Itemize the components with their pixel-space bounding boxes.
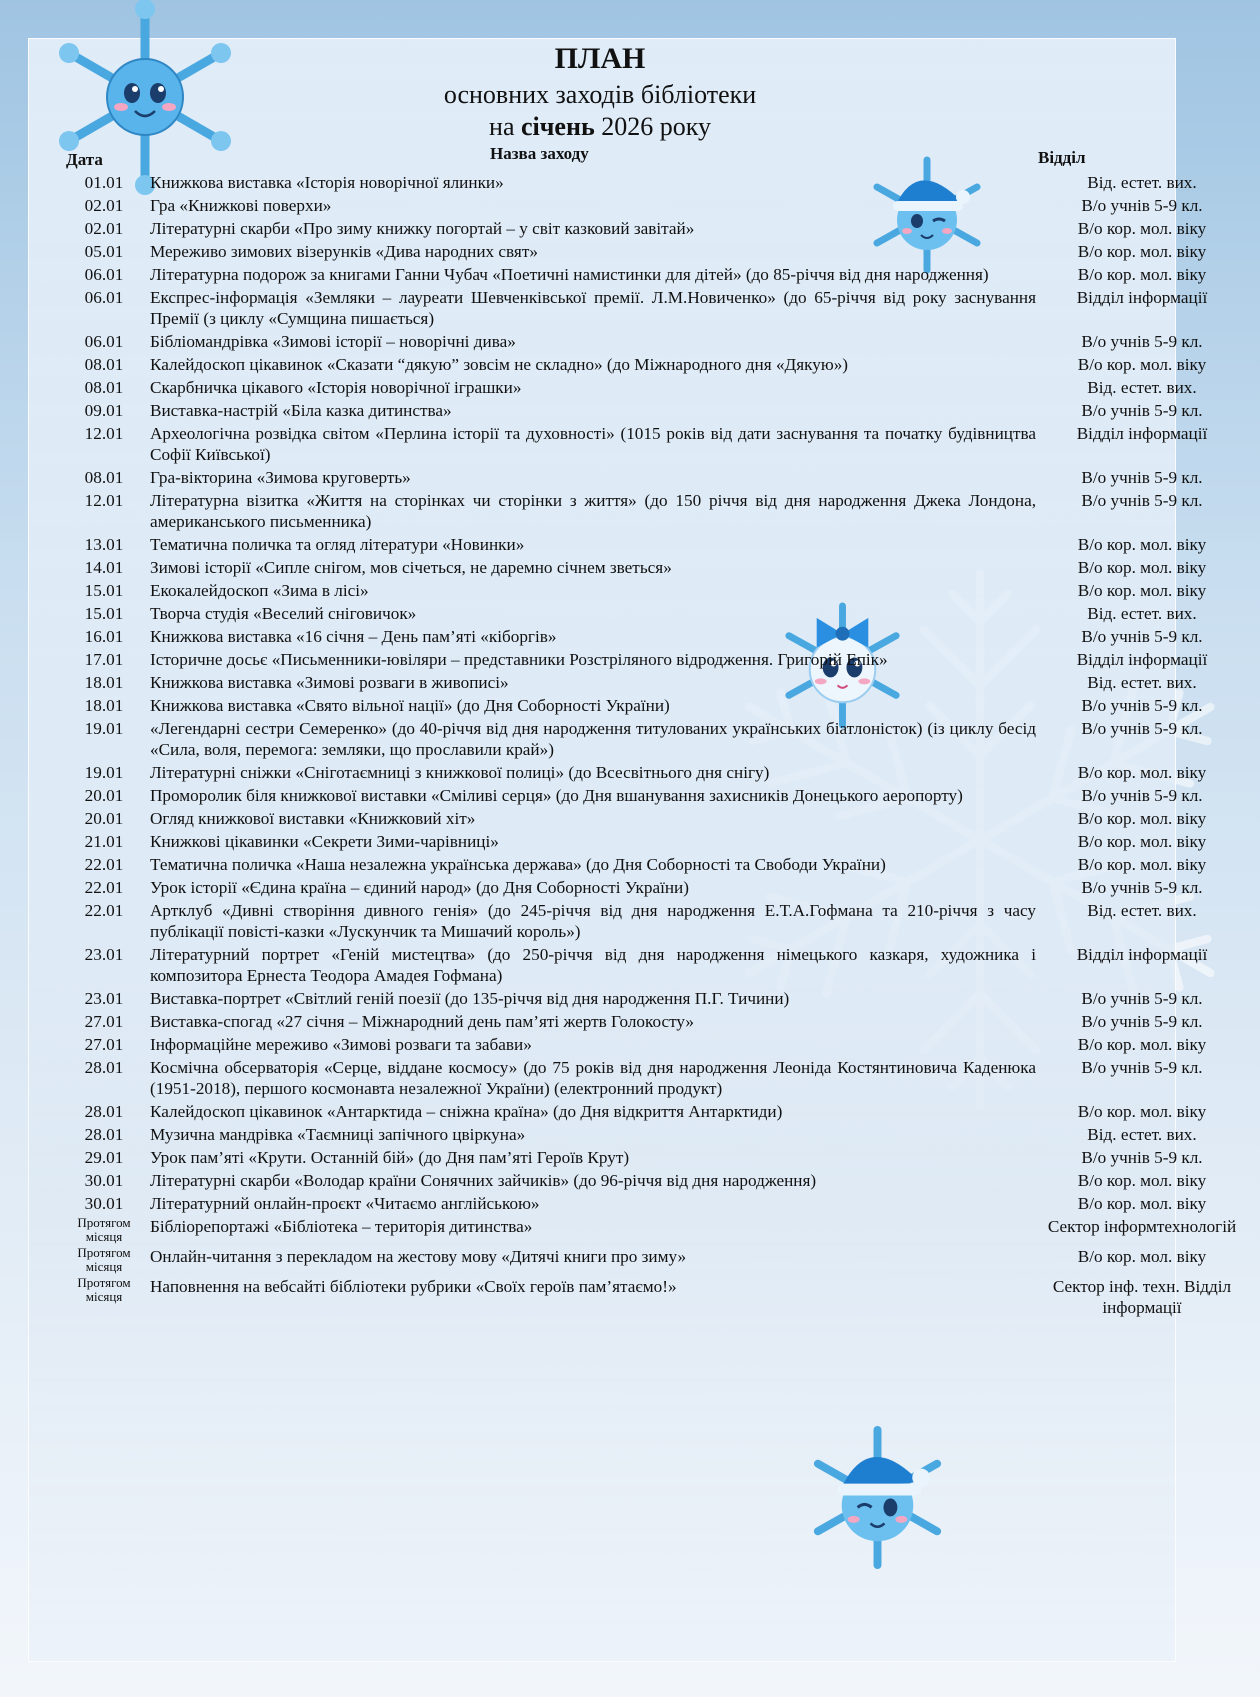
table-row xyxy=(58,988,1248,1011)
row-title: Зимові історії «Сипле снігом, мов січеться, не даремно січнем зветься» xyxy=(150,558,672,577)
row-dept: В/о учнів 5-9 кл. xyxy=(1081,878,1203,897)
row-dept: Сектор інф. техн. Відділ інформації xyxy=(1052,1277,1232,1317)
row-title: Книжкова виставка «Історія новорічної ялинки» xyxy=(150,173,504,192)
row-date: 02.01 xyxy=(84,196,124,215)
row-title: Книжкова виставка «Свято вільної нації» (до Дня Соборності України) xyxy=(150,696,670,715)
row-date: 01.01 xyxy=(84,173,124,192)
row-date: 30.01 xyxy=(84,1194,124,1213)
row-date: 02.01 xyxy=(84,219,124,238)
events-table xyxy=(58,172,1248,1320)
row-title: Творча студія «Веселий сніговичок» xyxy=(150,604,417,623)
row-date: 15.01 xyxy=(84,581,124,600)
table-row xyxy=(58,377,1248,400)
table-row xyxy=(58,1057,1248,1101)
row-title: Виставка-спогад «27 січня – Міжнародний день пам’яті жертв Голокосту» xyxy=(150,1012,695,1031)
row-dept: В/о кор. мол. віку xyxy=(1077,535,1207,554)
table-row xyxy=(58,1147,1248,1170)
row-title: Літературна візитка «Життя на сторінках чи сторінки з життя» (до 150 річчя від дня народження Джека Лондона, американського письменника) xyxy=(150,491,1036,531)
row-title: Історичне досьє «Письменники-ювіляри – представники Розстріляного відродження. Григорій Епік» xyxy=(150,650,888,669)
row-date: 28.01 xyxy=(84,1102,124,1121)
month-name: січень xyxy=(521,112,595,141)
row-date: 05.01 xyxy=(84,242,124,261)
row-dept: В/о учнів 5-9 кл. xyxy=(1081,1012,1203,1031)
row-date: 16.01 xyxy=(84,627,124,646)
row-dept: Від. естет. вих. xyxy=(1087,673,1197,692)
row-dept: В/о кор. мол. віку xyxy=(1077,558,1207,577)
table-row xyxy=(58,1034,1248,1057)
table-row xyxy=(58,785,1248,808)
row-title: Музична мандрівка «Таємниці запічного цвіркуна» xyxy=(150,1125,526,1144)
row-dept: Від. естет. вих. xyxy=(1087,901,1197,920)
row-dept: Відділ інформації xyxy=(1076,650,1208,669)
row-title: Бібліорепортажі «Бібліотека – територія дитинства» xyxy=(150,1217,533,1236)
page-month-line xyxy=(0,112,1200,142)
row-date: 12.01 xyxy=(84,491,124,510)
row-title: Книжкові цікавинки «Секрети Зими-чарівниці» xyxy=(150,832,499,851)
row-title: Урок історії «Єдина країна – єдиний народ» (до Дня Соборності України) xyxy=(150,878,689,897)
row-title: Тематична поличка «Наша незалежна українська держава» (до Дня Соборності та Свободи України) xyxy=(150,855,886,874)
row-title: Калейдоскоп цікавинок «Сказати “дякую” зовсім не складно» (до Міжнародного дня «Дякую») xyxy=(150,355,849,374)
row-dept: В/о учнів 5-9 кл. xyxy=(1081,491,1203,510)
row-dept: В/о учнів 5-9 кл. xyxy=(1081,196,1203,215)
table-row xyxy=(58,877,1248,900)
table-row xyxy=(58,854,1248,877)
row-title: «Легендарні сестри Семеренко» (до 40-річчя від дня народження титулованих українських біатлоністок) (із циклу бесід «Сила, воля, перемога: земляки, що прославили край») xyxy=(150,719,1036,759)
row-dept: В/о кор. мол. віку xyxy=(1077,763,1207,782)
table-row xyxy=(58,649,1248,672)
row-date: Протягом місяця xyxy=(77,1245,131,1274)
row-dept: Від. естет. вих. xyxy=(1087,1125,1197,1144)
table-row xyxy=(58,808,1248,831)
row-title: Мереживо зимових візерунків «Дива народних свят» xyxy=(150,242,538,261)
row-date: 17.01 xyxy=(84,650,124,669)
table-row xyxy=(58,400,1248,423)
row-date: 19.01 xyxy=(84,763,124,782)
table-row xyxy=(58,287,1248,331)
table-row xyxy=(58,195,1248,218)
table-row xyxy=(58,1170,1248,1193)
table-row xyxy=(58,603,1248,626)
row-dept: В/о учнів 5-9 кл. xyxy=(1081,786,1203,805)
column-header-title: Назва заходу xyxy=(490,144,589,163)
table-row xyxy=(58,1101,1248,1124)
row-dept: Відділ інформації xyxy=(1076,945,1208,964)
table-row xyxy=(58,534,1248,557)
page-title: ПЛАН xyxy=(554,42,646,75)
row-date: 08.01 xyxy=(84,378,124,397)
row-dept: В/о кор. мол. віку xyxy=(1077,355,1207,374)
table-row xyxy=(58,672,1248,695)
row-date: 29.01 xyxy=(84,1148,124,1167)
row-dept: В/о кор. мол. віку xyxy=(1077,242,1207,261)
row-dept: Сектор інформтехнологій xyxy=(1047,1217,1237,1236)
row-title: Наповнення на вебсайті бібліотеки рубрики «Своїх героїв пам’ятаємо!» xyxy=(150,1277,677,1296)
table-row xyxy=(58,218,1248,241)
row-date: 22.01 xyxy=(84,855,124,874)
row-dept: В/о учнів 5-9 кл. xyxy=(1081,1058,1203,1077)
table-row xyxy=(58,944,1248,988)
row-date: 27.01 xyxy=(84,1035,124,1054)
row-title: Літературні сніжки «Сніготаємниці з книжкової полиці» (до Всесвітнього дня снігу) xyxy=(150,763,770,782)
row-date: 23.01 xyxy=(84,989,124,1008)
row-title: Літературний портрет «Геній мистецтва» (до 250-річчя від дня народження німецького казкаря, художника і композитора Ернеста Теодора Амадея Гофмана) xyxy=(150,945,1036,985)
row-dept: В/о учнів 5-9 кл. xyxy=(1081,989,1203,1008)
table-row xyxy=(58,900,1248,944)
row-date: 06.01 xyxy=(84,265,124,284)
row-dept: В/о кор. мол. віку xyxy=(1077,1102,1207,1121)
row-dept: В/о кор. мол. віку xyxy=(1077,1194,1207,1213)
row-title: Калейдоскоп цікавинок «Антарктида – сніжна країна» (до Дня відкриття Антарктиди) xyxy=(150,1102,783,1121)
row-dept: В/о кор. мол. віку xyxy=(1077,832,1207,851)
row-dept: В/о учнів 5-9 кл. xyxy=(1081,468,1203,487)
row-title: Урок пам’яті «Крути. Останній бій» (до Дня пам’яті Героїв Крут) xyxy=(150,1148,630,1167)
row-title: Тематична поличка та огляд літератури «Новинки» xyxy=(150,535,525,554)
month-prefix: на xyxy=(489,112,515,141)
row-date: 22.01 xyxy=(84,878,124,897)
row-dept: В/о учнів 5-9 кл. xyxy=(1081,401,1203,420)
row-title: Онлайн-читання з перекладом на жестову мову «Дитячі книги про зиму» xyxy=(150,1247,687,1266)
row-dept: В/о учнів 5-9 кл. xyxy=(1081,332,1203,351)
table-row xyxy=(58,557,1248,580)
table-row xyxy=(58,423,1248,467)
row-title: Археологічна розвідка світом «Перлина історії та духовності» (1015 років від дати заснування та початку будівництва Софії Київської) xyxy=(150,424,1036,464)
table-row xyxy=(58,580,1248,603)
table-row xyxy=(58,831,1248,854)
row-title: Екокалейдоскоп «Зима в лісі» xyxy=(150,581,369,600)
row-date: 19.01 xyxy=(84,719,124,738)
row-date: 08.01 xyxy=(84,355,124,374)
table-row xyxy=(58,467,1248,490)
row-date: 30.01 xyxy=(84,1171,124,1190)
row-date: 08.01 xyxy=(84,468,124,487)
row-dept: В/о кор. мол. віку xyxy=(1077,265,1207,284)
row-date: 13.01 xyxy=(84,535,124,554)
row-title: Огляд книжкової виставки «Книжковий хіт» xyxy=(150,809,476,828)
row-dept: В/о кор. мол. віку xyxy=(1077,809,1207,828)
table-row xyxy=(58,1124,1248,1147)
table-row xyxy=(58,331,1248,354)
row-dept: Від. естет. вих. xyxy=(1087,604,1197,623)
row-date: 20.01 xyxy=(84,809,124,828)
month-suffix: 2026 року xyxy=(601,112,711,141)
table-row xyxy=(58,718,1248,762)
row-date: 28.01 xyxy=(84,1125,124,1144)
row-date: Протягом місяця xyxy=(77,1275,131,1304)
column-header-date: Дата xyxy=(66,150,103,169)
row-date: 12.01 xyxy=(84,424,124,443)
row-title: Бібліомандрівка «Зимові історії – новорічні дива» xyxy=(150,332,516,351)
row-dept: В/о кор. мол. віку xyxy=(1077,855,1207,874)
row-date: 06.01 xyxy=(84,288,124,307)
row-dept: В/о кор. мол. віку xyxy=(1077,1035,1207,1054)
row-dept: Відділ інформації xyxy=(1076,424,1208,443)
row-date: 28.01 xyxy=(84,1058,124,1077)
table-row xyxy=(58,626,1248,649)
table-row xyxy=(58,1246,1248,1276)
table-row xyxy=(58,354,1248,377)
row-dept: В/о кор. мол. віку xyxy=(1077,581,1207,600)
row-dept: В/о кор. мол. віку xyxy=(1077,1171,1207,1190)
row-title: Скарбничка цікавого «Історія новорічної іграшки» xyxy=(150,378,522,397)
row-date: 06.01 xyxy=(84,332,124,351)
table-row xyxy=(58,264,1248,287)
row-dept: Від. естет. вих. xyxy=(1087,173,1197,192)
table-row xyxy=(58,1193,1248,1216)
table-row xyxy=(58,762,1248,785)
row-title: Літературна подорож за книгами Ганни Чубач «Поетичні намистинки для дітей» (до 85-річчя від дня народження) xyxy=(150,265,989,284)
row-dept: В/о учнів 5-9 кл. xyxy=(1081,1148,1203,1167)
row-date: 27.01 xyxy=(84,1012,124,1031)
table-row xyxy=(58,172,1248,195)
row-title: Експрес-інформація «Земляки – лауреати Шевченківської премії. Л.М.Новиченко» (до 65-річчя від року заснування Премії (з циклу «Сумщина пишається) xyxy=(150,288,1036,328)
snowflake-wink-mascot-icon xyxy=(800,1420,955,1575)
row-title: Гра-вікторина «Зимова круговерть» xyxy=(150,468,411,487)
row-date: 21.01 xyxy=(84,832,124,851)
row-title: Літературні скарби «Володар країни Сонячних зайчиків» (до 96-річчя від дня народження) xyxy=(150,1171,817,1190)
row-dept: В/о учнів 5-9 кл. xyxy=(1081,696,1203,715)
row-date: 18.01 xyxy=(84,696,124,715)
row-title: Артклуб «Дивні створіння дивного генія» (до 245-річчя від дня народження Е.Т.А.Гофмана та 210-річчя з часу публікації повісті-казки «Лускунчик та Мишачий король») xyxy=(150,901,1036,941)
table-row xyxy=(58,241,1248,264)
row-dept: В/о учнів 5-9 кл. xyxy=(1081,627,1203,646)
row-title: Виставка-настрій «Біла казка дитинства» xyxy=(150,401,452,420)
row-title: Книжкова виставка «16 січня – День пам’яті «кіборгів» xyxy=(150,627,557,646)
row-title: Книжкова виставка «Зимові розваги в живописі» xyxy=(150,673,509,692)
row-dept: В/о кор. мол. віку xyxy=(1077,1247,1207,1266)
table-row xyxy=(58,1216,1248,1246)
row-title: Літературні скарби «Про зиму книжку погортай – у світ казковий завітай» xyxy=(150,219,695,238)
row-date: 18.01 xyxy=(84,673,124,692)
events-table-body xyxy=(58,172,1248,1320)
row-title: Виставка-портрет «Світлий геній поезії (до 135-річчя від дня народження П.Г. Тичини) xyxy=(150,989,790,1008)
row-date: 23.01 xyxy=(84,945,124,964)
table-row xyxy=(58,695,1248,718)
row-date: 15.01 xyxy=(84,604,124,623)
row-date: 14.01 xyxy=(84,558,124,577)
row-date: 09.01 xyxy=(84,401,124,420)
table-row xyxy=(58,1276,1248,1320)
row-dept: Відділ інформації xyxy=(1076,288,1208,307)
row-title: Інформаційне мереживо «Зимові розваги та забави» xyxy=(150,1035,532,1054)
row-title: Гра «Книжкові поверхи» xyxy=(150,196,332,215)
page-subtitle: основних заходів бібліотеки xyxy=(443,80,757,109)
table-row xyxy=(58,1011,1248,1034)
row-dept: В/о учнів 5-9 кл. xyxy=(1081,719,1203,738)
row-title: Літературний онлайн-проєкт «Читаємо англійською» xyxy=(150,1194,540,1213)
row-date: Протягом місяця xyxy=(77,1215,131,1244)
row-title: Проморолик біля книжкової виставки «Сміливі серця» (до Дня вшанування захисників Донецького аеропорту) xyxy=(150,786,963,805)
row-dept: Від. естет. вих. xyxy=(1087,378,1197,397)
row-date: 22.01 xyxy=(84,901,124,920)
column-header-dept: Відділ xyxy=(1038,148,1086,167)
table-row xyxy=(58,490,1248,534)
row-title: Космічна обсерваторія «Серце, віддане космосу» (до 75 років від дня народження Леоніда Костянтиновича Каденюка (1951-2018), першого космонавта незалежної України) (електронний продукт) xyxy=(150,1058,1036,1098)
row-date: 20.01 xyxy=(84,786,124,805)
row-dept: В/о кор. мол. віку xyxy=(1077,219,1207,238)
